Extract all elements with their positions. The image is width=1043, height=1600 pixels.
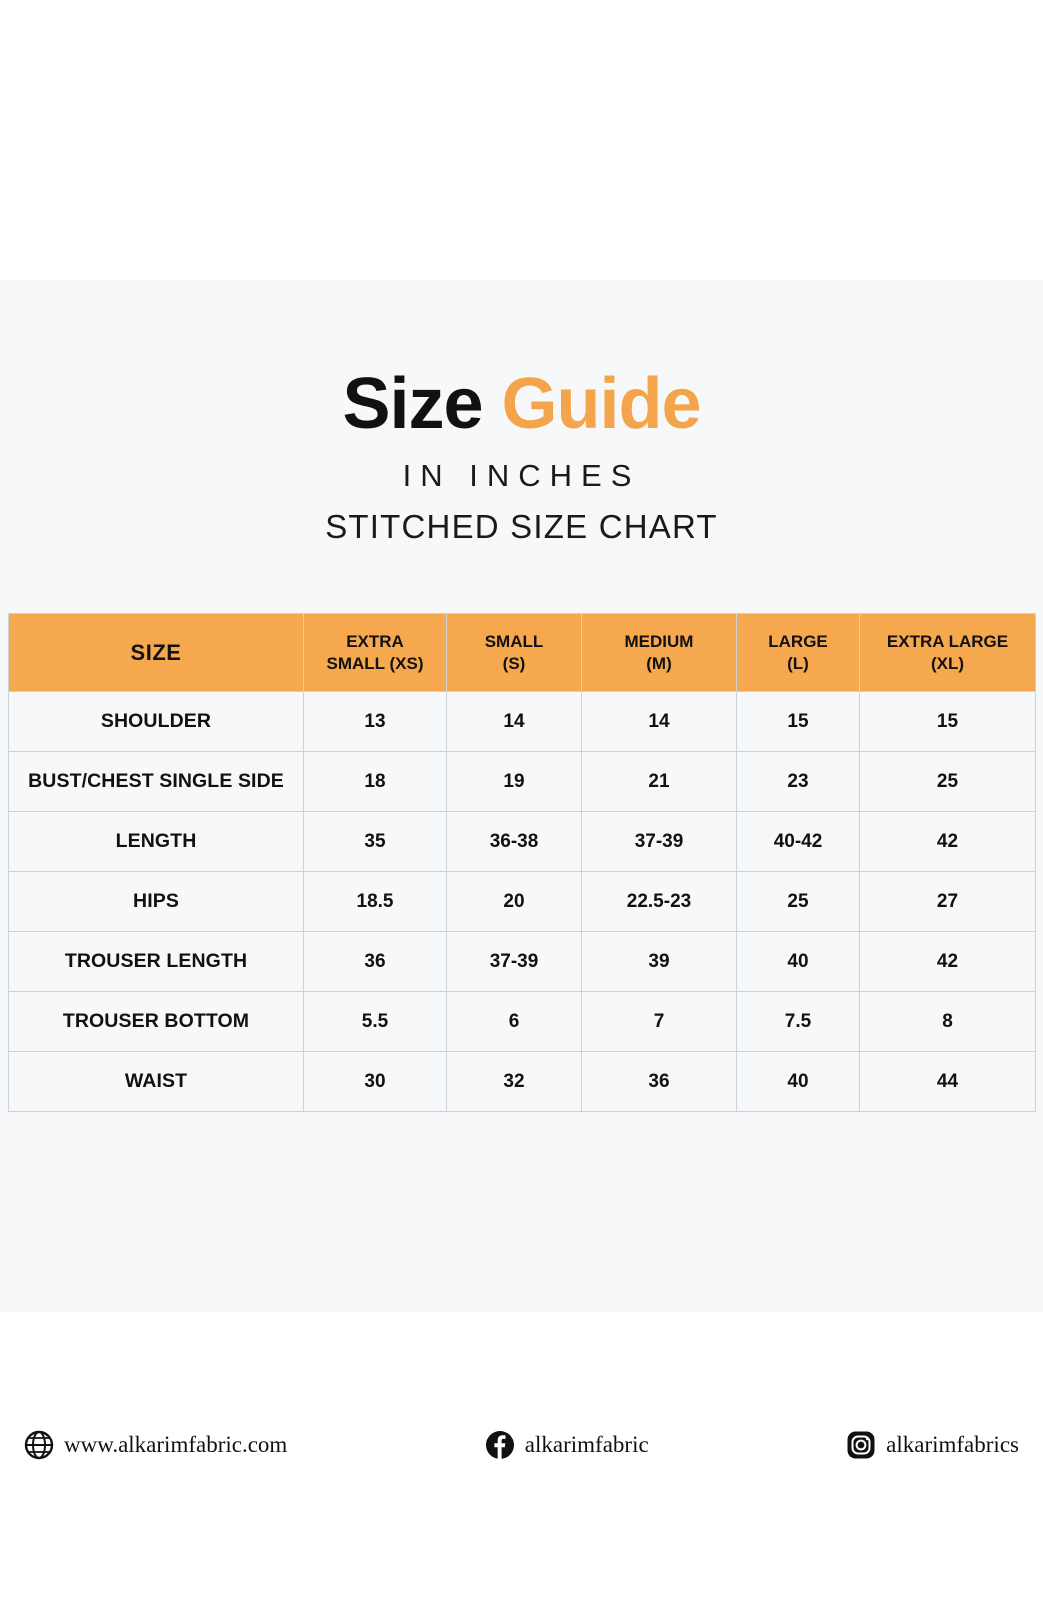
cell-value: 30 — [304, 1052, 447, 1112]
footer-website[interactable] — [24, 1430, 287, 1460]
cell-value: 42 — [860, 932, 1036, 992]
column-header-xl: EXTRA LARGE (XL) — [860, 614, 1036, 692]
cell-value: 42 — [860, 812, 1036, 872]
table-row — [9, 1052, 1036, 1112]
header-block — [0, 280, 1043, 546]
cell-value: 36-38 — [447, 812, 582, 872]
cell-value: 14 — [447, 692, 582, 752]
footer-facebook[interactable] — [485, 1430, 649, 1460]
cell-value: 14 — [582, 692, 737, 752]
table-row — [9, 872, 1036, 932]
cell-value: 8 — [860, 992, 1036, 1052]
size-guide-card — [0, 280, 1043, 1457]
size-table-wrapper — [8, 613, 1035, 1112]
table-row — [9, 932, 1036, 992]
cell-value: 37-39 — [447, 932, 582, 992]
cell-value: 15 — [737, 692, 860, 752]
row-label: LENGTH — [9, 812, 304, 872]
cell-value: 23 — [737, 752, 860, 812]
table-row — [9, 692, 1036, 752]
cell-value: 32 — [447, 1052, 582, 1112]
column-header-m: MEDIUM (M) — [582, 614, 737, 692]
row-label: SHOULDER — [9, 692, 304, 752]
cell-value: 7.5 — [737, 992, 860, 1052]
cell-value: 40 — [737, 1052, 860, 1112]
cell-value: 7 — [582, 992, 737, 1052]
size-table — [8, 613, 1036, 1112]
cell-value: 25 — [860, 752, 1036, 812]
cell-value: 13 — [304, 692, 447, 752]
cell-value: 39 — [582, 932, 737, 992]
cell-value: 40-42 — [737, 812, 860, 872]
instagram-icon — [846, 1430, 876, 1460]
page-title — [0, 364, 1043, 444]
cell-value: 22.5-23 — [582, 872, 737, 932]
footer-facebook-label: alkarimfabric — [524, 1432, 649, 1457]
cell-value: 25 — [737, 872, 860, 932]
size-table-header — [9, 614, 1036, 692]
cell-value: 18.5 — [304, 872, 447, 932]
column-header-size: SIZE — [9, 614, 304, 692]
cell-value: 40 — [737, 932, 860, 992]
size-table-body — [9, 692, 1036, 1112]
column-header-s: SMALL (S) — [447, 614, 582, 692]
table-row — [9, 992, 1036, 1052]
footer-instagram-label: alkarimfabrics — [886, 1432, 1019, 1457]
globe-icon — [24, 1430, 54, 1460]
cell-value: 20 — [447, 872, 582, 932]
cell-value: 27 — [860, 872, 1036, 932]
footer-website-label: www.alkarimfabric.com — [64, 1432, 288, 1457]
cell-value: 6 — [447, 992, 582, 1052]
footer-instagram[interactable] — [846, 1430, 1019, 1460]
table-row — [9, 812, 1036, 872]
cell-value: 44 — [860, 1052, 1036, 1112]
table-header-row — [9, 614, 1036, 692]
row-label: HIPS — [9, 872, 304, 932]
cell-value: 35 — [304, 812, 447, 872]
page-subtitle: IN INCHES — [402, 458, 641, 493]
column-header-xs: EXTRA SMALL (XS) — [304, 614, 447, 692]
cell-value: 18 — [304, 752, 447, 812]
footer-contact-bar — [8, 1430, 1035, 1460]
cell-value: 19 — [447, 752, 582, 812]
cell-value: 36 — [304, 932, 447, 992]
row-label: BUST/CHEST SINGLE SIDE — [9, 752, 304, 812]
row-label: TROUSER BOTTOM — [9, 992, 304, 1052]
cell-value: 37-39 — [582, 812, 737, 872]
page-title-part-2: Guide — [501, 364, 701, 444]
cell-value: 36 — [582, 1052, 737, 1112]
row-label: WAIST — [9, 1052, 304, 1112]
column-header-l: LARGE (L) — [737, 614, 860, 692]
row-label: TROUSER LENGTH — [9, 932, 304, 992]
table-row — [9, 752, 1036, 812]
facebook-icon — [485, 1430, 515, 1460]
page-title-part-1: Size — [342, 364, 502, 444]
cell-value: 21 — [582, 752, 737, 812]
cell-value: 5.5 — [304, 992, 447, 1052]
page-subtitle-secondary: STITCHED SIZE CHART — [325, 508, 718, 545]
cell-value: 15 — [860, 692, 1036, 752]
